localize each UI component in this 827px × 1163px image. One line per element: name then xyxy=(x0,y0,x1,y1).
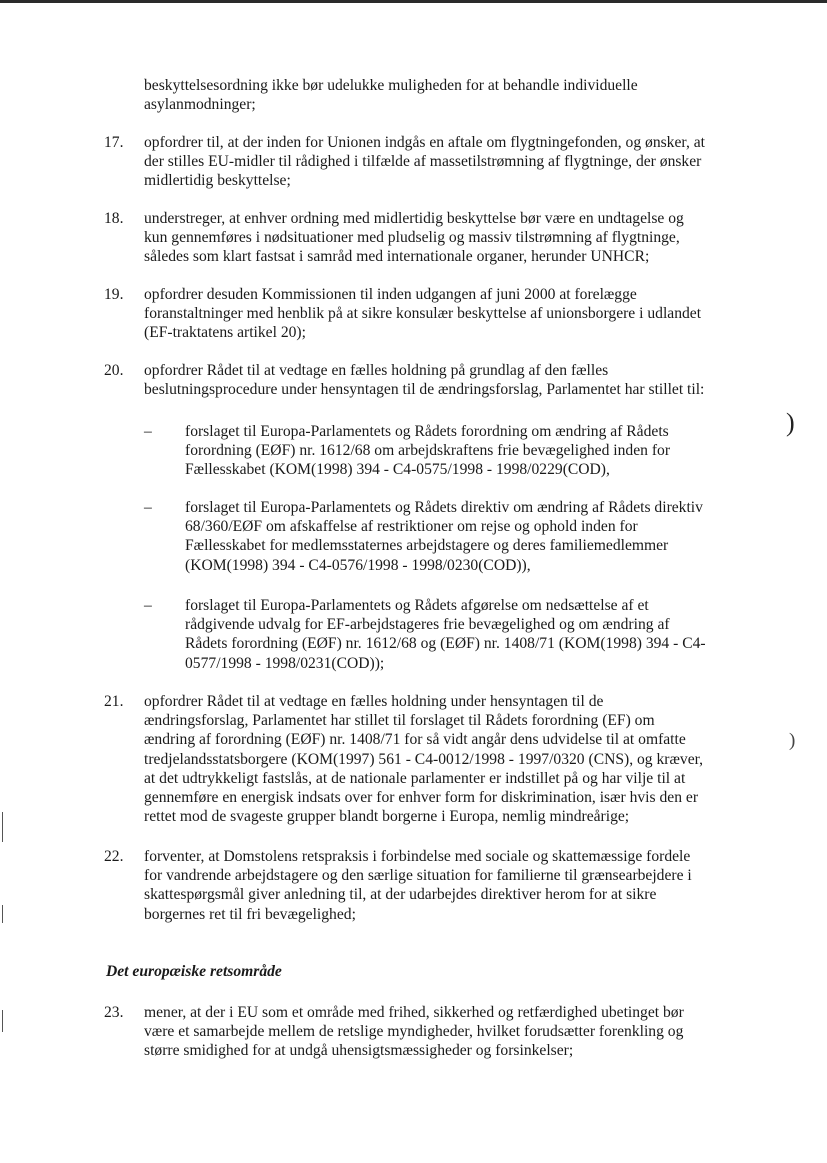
list-bullet: – xyxy=(144,597,152,614)
item-20-text: opfordrer Rådet til at vedtage en fælles holdning på grundlag af den fælles beslutningsprocedure under hensyntagen til de ændringsforslag, Parlamentet har stillet til: xyxy=(144,362,705,399)
item-23-text: mener, at der i EU som et område med frihed, sikkerhed og retfærdighed ubetinget bør være et samarbejde mellem de retslige myndigheder, hvilket forudsætter forenkling og større smidighed for at undgå uhensigtsmæssigheder og forsinkelser; xyxy=(144,1004,684,1060)
margin-mark: ) xyxy=(789,730,796,751)
scan-artifact-line xyxy=(2,812,3,842)
item-number: 22. xyxy=(104,848,124,865)
sub-item-1-text: forslaget til Europa-Parlamentets og Rådets forordning om ændring af Rådets forordning (EØF) nr. 1612/68 om arbejdskraftens frie bevægelighed inden for Fællesskabet (KOM(1998) 394 - C4-0575/1998 - 1998/0229(COD), xyxy=(185,423,671,479)
item-number: 19. xyxy=(104,286,124,303)
item-number: 23. xyxy=(104,1004,124,1021)
margin-mark: ) xyxy=(786,408,795,437)
item-21-text: opfordrer Rådet til at vedtage en fælles holdning under hensyntagen til de ændringsforslag, Parlamentet har stillet til forslaget til Rådets forordning (EF) om ændring af forordning (EØF) nr. 1408/71 for så vidt angår dens udvidelse til at omfatte tredjelandsstatsborgere (KOM(1997) 561 - C4-0012/1998 - 1997/0320 (CNS), og kræver, at det udtrykkeligt fastslås, at de nationale parlamenter er indstillet på og har vilje til at gennemføre en energisk indsats over for enhver form for diskrimination, især hvis den er rettet mod de svageste grupper blandt borgerne i Europa, nemlig mindreårige; xyxy=(144,693,704,826)
section-heading: Det europæiske retsområde xyxy=(106,963,282,980)
list-bullet: – xyxy=(144,499,152,516)
item-number: 18. xyxy=(104,210,124,227)
scan-artifact-line xyxy=(2,905,3,923)
item-22-text: forventer, at Domstolens retspraksis i forbindelse med sociale og skattemæssige fordele for vandrende arbejdstagere og den særlige situation for familierne til grænsearbejdere i skattespørgsmål giver anledning til, at der udarbejdes direktiver herom for at sikre borgernes ret til fri bevægelighed; xyxy=(144,848,692,923)
item-17-text: opfordrer til, at der inden for Unionen indgås en aftale om flygtningefonden, og ønsker, at der stilles EU-midler til rådighed i tilfælde af massetilstrømning af flygtninge, der ønsker midlertidig beskyttelse; xyxy=(144,134,706,190)
item-number: 21. xyxy=(104,693,124,710)
item-number: 20. xyxy=(104,362,124,379)
scan-top-edge xyxy=(0,0,827,3)
item-number: 17. xyxy=(104,134,124,151)
sub-item-2-text: forslaget til Europa-Parlamentets og Rådets direktiv om ændring af Rådets direktiv 68/360/EØF om afskaffelse af restriktioner om rejse og ophold inden for Fællesskabet for medlemsstaternes arbejdstagere og deres familiemedlemmer (KOM(1998) 394 - C4-0576/1998 - 1998/0230(COD)), xyxy=(185,499,703,574)
list-bullet: – xyxy=(144,423,152,440)
item-19-text: opfordrer desuden Kommissionen til inden udgangen af juni 2000 at forelægge foranstaltninger med henblik på at sikre konsulær beskyttelse af unionsborgere i udlandet (EF-traktatens artikel 20); xyxy=(144,286,702,342)
continuation-paragraph: beskyttelsesordning ikke bør udelukke muligheden for at behandle individuelle asylanmodninger; xyxy=(144,77,638,114)
sub-item-3-text: forslaget til Europa-Parlamentets og Rådets afgørelse om nedsættelse af et rådgivende udvalg for EF-arbejdstageres frie bevægelighed og om ændring af Rådets forordning (EØF) nr. 1612/68 og (EØF) nr. 1408/71 (KOM(1998) 394 - C4- 0577/1998 - 1998/0231(COD)); xyxy=(185,597,706,672)
scan-artifact-line xyxy=(2,1010,3,1032)
item-18-text: understreger, at enhver ordning med midlertidig beskyttelse bør være en undtagelse og kun gennemføres i nødsituationer med pludselig og massiv tilstrømning af flygtninge, således som klart fastsat i samråd med internationale organer, herunder UNHCR; xyxy=(144,210,684,266)
